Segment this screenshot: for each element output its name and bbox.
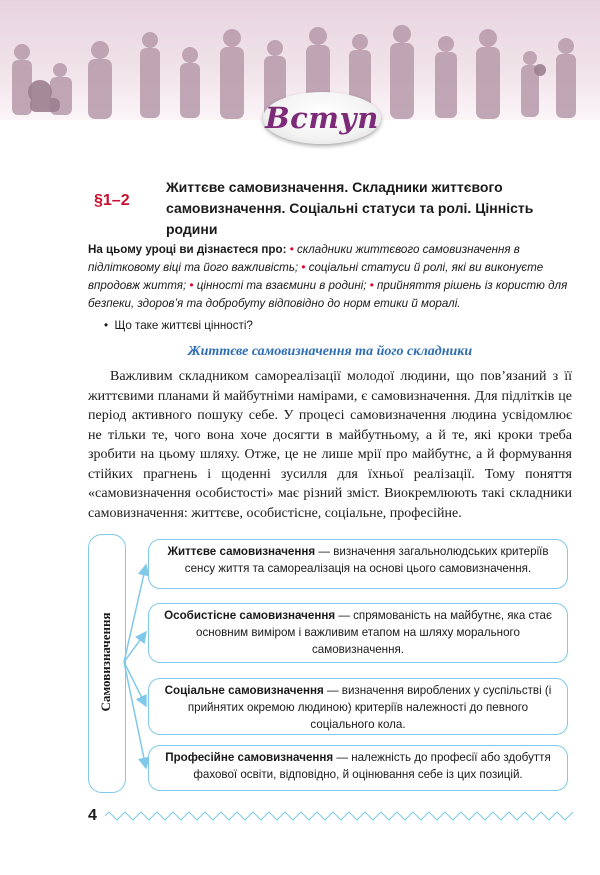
- chapter-title: Вступ: [265, 101, 379, 135]
- definition-term: Професійне самовизначення: [165, 751, 334, 764]
- lesson-objectives: [88, 241, 572, 313]
- connector-arrow: [124, 662, 146, 706]
- connector-arrow: [124, 662, 146, 768]
- page-number: 4: [88, 807, 97, 824]
- bullet-icon: •: [301, 261, 306, 274]
- definition-box-personal: [148, 603, 568, 663]
- bullet-icon: •: [289, 243, 294, 256]
- subheading: Життєве самовизначення та його складники: [187, 344, 473, 359]
- definition-text: — визначення вироблених у суспільстві (і прийнятих окремою людиною) критеріїв належності до певного соціального кола.: [187, 684, 552, 731]
- definition-term: Життєве самовизначення: [167, 545, 316, 558]
- definition-text: — визначення загальнолюдських критеріїв сенсу життя та самореалізація на основі цього самовизначення.: [184, 545, 549, 575]
- bullet-icon: •: [189, 279, 194, 292]
- section-title: Життєве самовизначення. Складники життєвого самовизначення. Соціальні статуси та ролі. Цінність родини: [166, 179, 534, 237]
- section-number: §1–2: [94, 192, 130, 209]
- connector-arrow: [124, 565, 146, 662]
- decorative-border: [105, 811, 575, 821]
- definition-text: — спрямованість на майбутнє, яка стає основним виміром і важливим етапом на шляху морального самовизначення.: [196, 609, 552, 656]
- question-text: Що таке життєві цінності?: [114, 319, 253, 332]
- body-paragraph: Важливим складником самореалізації молодої людини, що пов’язаний з її життєвими планами й майбутніми намірами, є самовизначення. Для підлітків це період активного пошуку себе. У процесі самовизначення людина усвідомлює не тільки те, чого вона хоче досягти в майбутньому, а й те, які кроки треба зробити на цьому шляху. Отже, це не лише мрії про майбутнє, а й формування стійких прагнень і щоденні зусилля для їхньої реалізації. Тому поняття «самовизначення особистості» має різний зміст. Виокремлюють такі складники самовизначення: життєве, особистісне, соціальне, професійне.: [88, 369, 572, 521]
- bullet-icon: •: [104, 319, 109, 332]
- objective-item: цінності та взаємини в родині;: [196, 279, 367, 292]
- objective-item: соціальні статуси й ролі, які ви виконуєте впродовж життя;: [88, 261, 544, 292]
- definition-term: Соціальне самовизначення: [164, 684, 324, 697]
- connector-arrow: [124, 632, 146, 662]
- objective-item: складники життєвого самовизначення в підлітковому віці та його важливість;: [88, 243, 520, 274]
- definition-box-social: [148, 678, 568, 735]
- bullet-icon: •: [369, 279, 374, 292]
- diagram-root-label: Самовизначення: [98, 612, 113, 712]
- chapter-title-badge: [263, 92, 381, 144]
- question: [104, 318, 253, 334]
- definition-text: — належність до професії або здобуття фахової освіти, відповідно, й оцінювання себе із цих позицій.: [193, 751, 551, 781]
- objectives-lead: На цьому уроці ви дізнаєтеся про:: [88, 243, 287, 256]
- definition-box-life: [148, 539, 568, 589]
- definition-term: Особистісне самовизначення: [164, 609, 336, 622]
- objective-item: прийняття рішень із користю для безпеки, здоров’я та добробуту відповідно до норм етики й моралі.: [88, 279, 568, 310]
- definition-box-professional: [148, 745, 568, 791]
